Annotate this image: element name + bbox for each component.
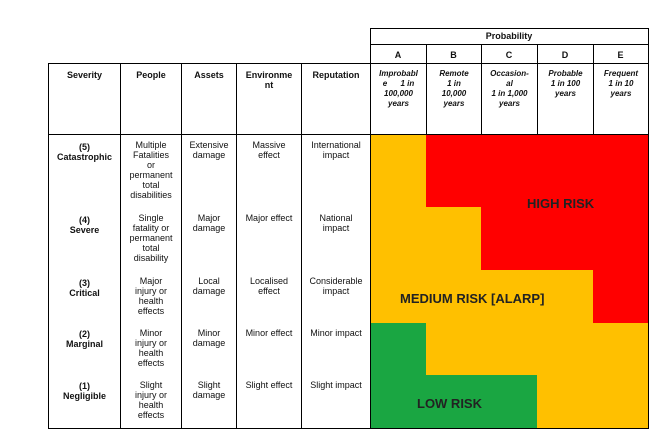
col-header-severity: Severity [66, 70, 103, 80]
prob-letter-d: D [561, 50, 569, 60]
environment-negligible: Slight effect [245, 380, 293, 390]
high-risk-label: HIGH RISK [527, 196, 595, 211]
people-marginal: Minor injury or health effects [134, 328, 167, 368]
assets-catastrophic: Extensive damage [189, 140, 229, 160]
low-risk-zone-left [370, 323, 426, 428]
assets-negligible: Slight damage [192, 380, 226, 400]
col-header-people: People [136, 70, 166, 80]
severity-negligible: (1) Negligible [62, 381, 106, 401]
severity-severe: (4) Severe [69, 215, 100, 235]
environment-severe: Major effect [245, 213, 293, 223]
col-header-environment: Environme nt [245, 70, 293, 90]
assets-marginal: Minor damage [192, 328, 226, 348]
reputation-negligible: Slight impact [310, 380, 362, 390]
people-severe: Single fatality or permanent total disability [129, 213, 173, 263]
reputation-marginal: Minor impact [310, 328, 362, 338]
severity-catastrophic: (5) Catastrophic [56, 142, 112, 162]
severity-critical: (3) Critical [69, 278, 100, 298]
people-catastrophic: Multiple Fatalities or permanent total disabilities [129, 140, 173, 200]
high-risk-zone-low [593, 270, 648, 323]
environment-marginal: Minor effect [245, 328, 293, 338]
prob-desc-e: Frequent 1 in 10 years [603, 69, 639, 98]
prob-desc-d: Probable 1 in 100 years [548, 69, 583, 98]
people-critical: Major injury or health effects [134, 276, 167, 316]
prob-letter-b: B [450, 50, 457, 60]
environment-critical: Localised effect [249, 276, 289, 296]
people-negligible: Slight injury or health effects [134, 380, 167, 420]
prob-desc-a: Improbabl e 1 in 100,000 years [379, 69, 418, 108]
probability-header: Probability [485, 31, 533, 41]
col-header-reputation: Reputation [312, 70, 360, 80]
reputation-severe: National impact [319, 213, 353, 233]
prob-letter-c: C [505, 50, 513, 60]
environment-catastrophic: Massive effect [252, 140, 286, 160]
reputation-critical: Considerable impact [309, 276, 363, 296]
assets-critical: Local damage [192, 276, 226, 296]
reputation-catastrophic: International impact [311, 140, 361, 160]
assets-severe: Major damage [192, 213, 226, 233]
prob-desc-b: Remote 1 in 10,000 years [439, 69, 469, 108]
prob-desc-c: Occasion- al 1 in 1,000 years [490, 69, 529, 108]
medium-risk-label: MEDIUM RISK [ALARP] [400, 291, 545, 306]
prob-letter-a: A [394, 50, 402, 60]
low-risk-label: LOW RISK [417, 396, 482, 411]
severity-marginal: (2) Marginal [65, 329, 103, 349]
prob-letter-e: E [617, 50, 624, 60]
col-header-assets: Assets [194, 70, 224, 80]
high-risk-zone-mid [481, 207, 648, 270]
